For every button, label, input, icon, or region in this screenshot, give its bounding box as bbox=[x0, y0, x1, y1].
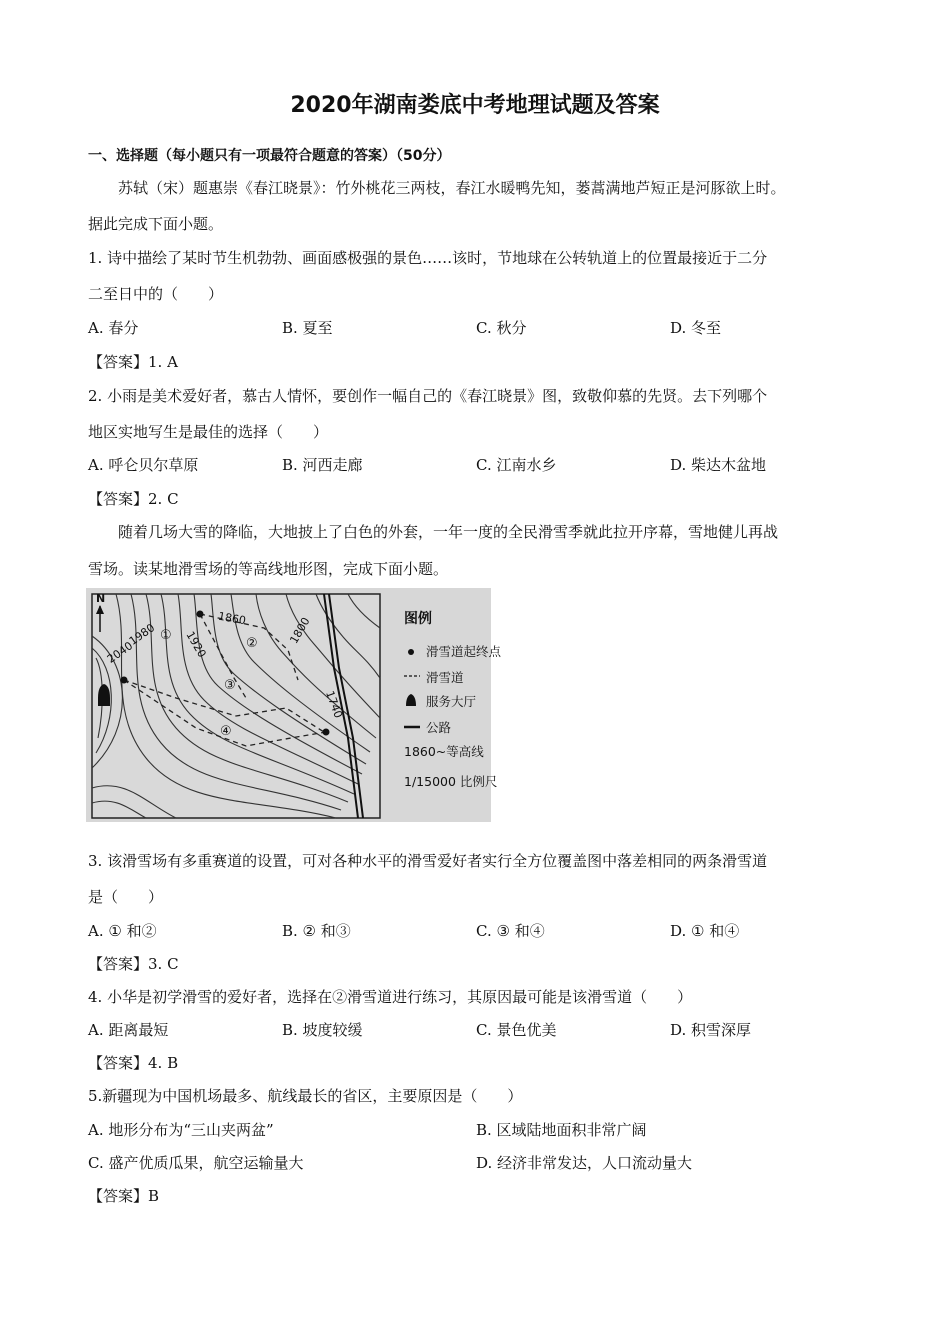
section-heading: 一、选择题（每小题只有一项最符合题意的答案）（50分） bbox=[88, 148, 451, 164]
q4-option-c: C. 景色优美 bbox=[476, 1021, 557, 1039]
contour-label-1860: 1860 bbox=[217, 609, 247, 628]
q4-stem: 4. 小华是初学滑雪的爱好者，选择在②滑雪道进行练习，其原因最可能是该滑雪道（ ） bbox=[88, 988, 693, 1006]
legend-item-road: 公路 bbox=[426, 720, 452, 735]
legend-item-contour: 1860~等高线 bbox=[404, 744, 484, 759]
q4-option-d: D. 积雪深厚 bbox=[670, 1021, 752, 1039]
q2-answer: 【答案】2. C bbox=[88, 490, 179, 508]
intro2-line2: 雪场。读某地滑雪场的等高线地形图，完成下面小题。 bbox=[88, 560, 449, 578]
legend-title: 图例 bbox=[404, 611, 432, 627]
q2-stem-line1: 2. 小雨是美术爱好者，慕古人情怀，要创作一幅自己的《春江晓景》图，致敬仰慕的先贤。去下列哪个 bbox=[88, 387, 768, 405]
route-marker-2: ② bbox=[246, 636, 258, 651]
q3-option-a: A. ① 和② bbox=[88, 922, 157, 940]
q1-stem-line1: 1. 诗中描绘了某时节生机勃勃、画面感极强的景色……该时，节地球在公转轨道上的位置最接近于二分 bbox=[88, 249, 768, 267]
q1-option-d: D. 冬至 bbox=[670, 319, 722, 337]
q5-option-d: D. 经济非常发达，人口流动量大 bbox=[476, 1154, 693, 1172]
contour-label-1980: 1980 bbox=[126, 621, 158, 648]
q1-stem-line2: 二至日中的（ ） bbox=[88, 285, 224, 303]
contour-label-1740: 1740 bbox=[323, 689, 345, 720]
q2-option-d: D. 柴达木盆地 bbox=[670, 456, 767, 474]
legend-item-start-end: 滑雪道起终点 bbox=[426, 644, 502, 659]
contour-label-1800: 1800 bbox=[287, 615, 313, 646]
q2-option-a: A. 呼仑贝尔草原 bbox=[88, 456, 199, 474]
contour-label-2040: 2040 bbox=[104, 639, 136, 666]
q2-option-c: C. 江南水乡 bbox=[476, 456, 557, 474]
intro1-line1: 苏轼（宋）题惠崇《春江晓景》：竹外桃花三两枝，春江水暖鸭先知，蒌蒿满地芦短正是河豚欲上时。 bbox=[118, 179, 786, 197]
q3-stem-line1: 3. 该滑雪场有多重赛道的设置，可对各种水平的滑雪爱好者实行全方位覆盖图中落差相同的两条滑雪道 bbox=[88, 852, 768, 870]
q5-option-a: A. 地形分布为“三山夹两盆” bbox=[88, 1121, 274, 1139]
q3-option-d: D. ① 和④ bbox=[670, 922, 740, 940]
q4-answer: 【答案】4. B bbox=[88, 1054, 179, 1072]
route-marker-1: ① bbox=[160, 628, 172, 643]
q5-option-b: B. 区域陆地面积非常广阔 bbox=[476, 1121, 647, 1139]
route-marker-4: ④ bbox=[220, 724, 232, 739]
q5-answer: 【答案】B bbox=[88, 1187, 160, 1205]
contour-map-figure bbox=[86, 588, 502, 822]
q3-option-c: C. ③ 和④ bbox=[476, 922, 545, 940]
legend-item-service-hall: 服务大厅 bbox=[426, 694, 477, 709]
intro2-line1: 随着几场大雪的降临，大地披上了白色的外套，一年一度的全民滑雪季就此拉开序幕，雪地健儿再战 bbox=[118, 523, 779, 541]
q3-answer: 【答案】3. C bbox=[88, 955, 179, 973]
q5-option-c: C. 盛产优质瓜果，航空运输量大 bbox=[88, 1154, 304, 1172]
route-marker-3: ③ bbox=[224, 678, 236, 693]
q4-option-a: A. 距离最短 bbox=[88, 1021, 169, 1039]
north-label: N bbox=[96, 592, 106, 605]
intro1-line2: 据此完成下面小题。 bbox=[88, 215, 224, 233]
contour-label-1920: 1920 bbox=[183, 629, 209, 660]
map-scale: 1/15000 比例尺 bbox=[404, 774, 498, 789]
q3-stem-line2: 是（ ） bbox=[88, 888, 164, 906]
q2-option-b: B. 河西走廊 bbox=[282, 456, 363, 474]
q1-option-a: A. 春分 bbox=[88, 319, 139, 337]
q1-answer: 【答案】1. A bbox=[88, 353, 178, 371]
q1-option-c: C. 秋分 bbox=[476, 319, 527, 337]
q5-stem: 5.新疆现为中国机场最多、航线最长的省区，主要原因是（ ） bbox=[88, 1087, 523, 1105]
q2-stem-line2: 地区实地写生是最佳的选择（ ） bbox=[88, 423, 329, 441]
q3-option-b: B. ② 和③ bbox=[282, 922, 351, 940]
legend-item-ski-run: 滑雪道 bbox=[426, 670, 464, 685]
q4-option-b: B. 坡度较缓 bbox=[282, 1021, 363, 1039]
page-title: 2020年湖南娄底中考地理试题及答案 bbox=[290, 93, 660, 118]
q1-option-b: B. 夏至 bbox=[282, 319, 333, 337]
